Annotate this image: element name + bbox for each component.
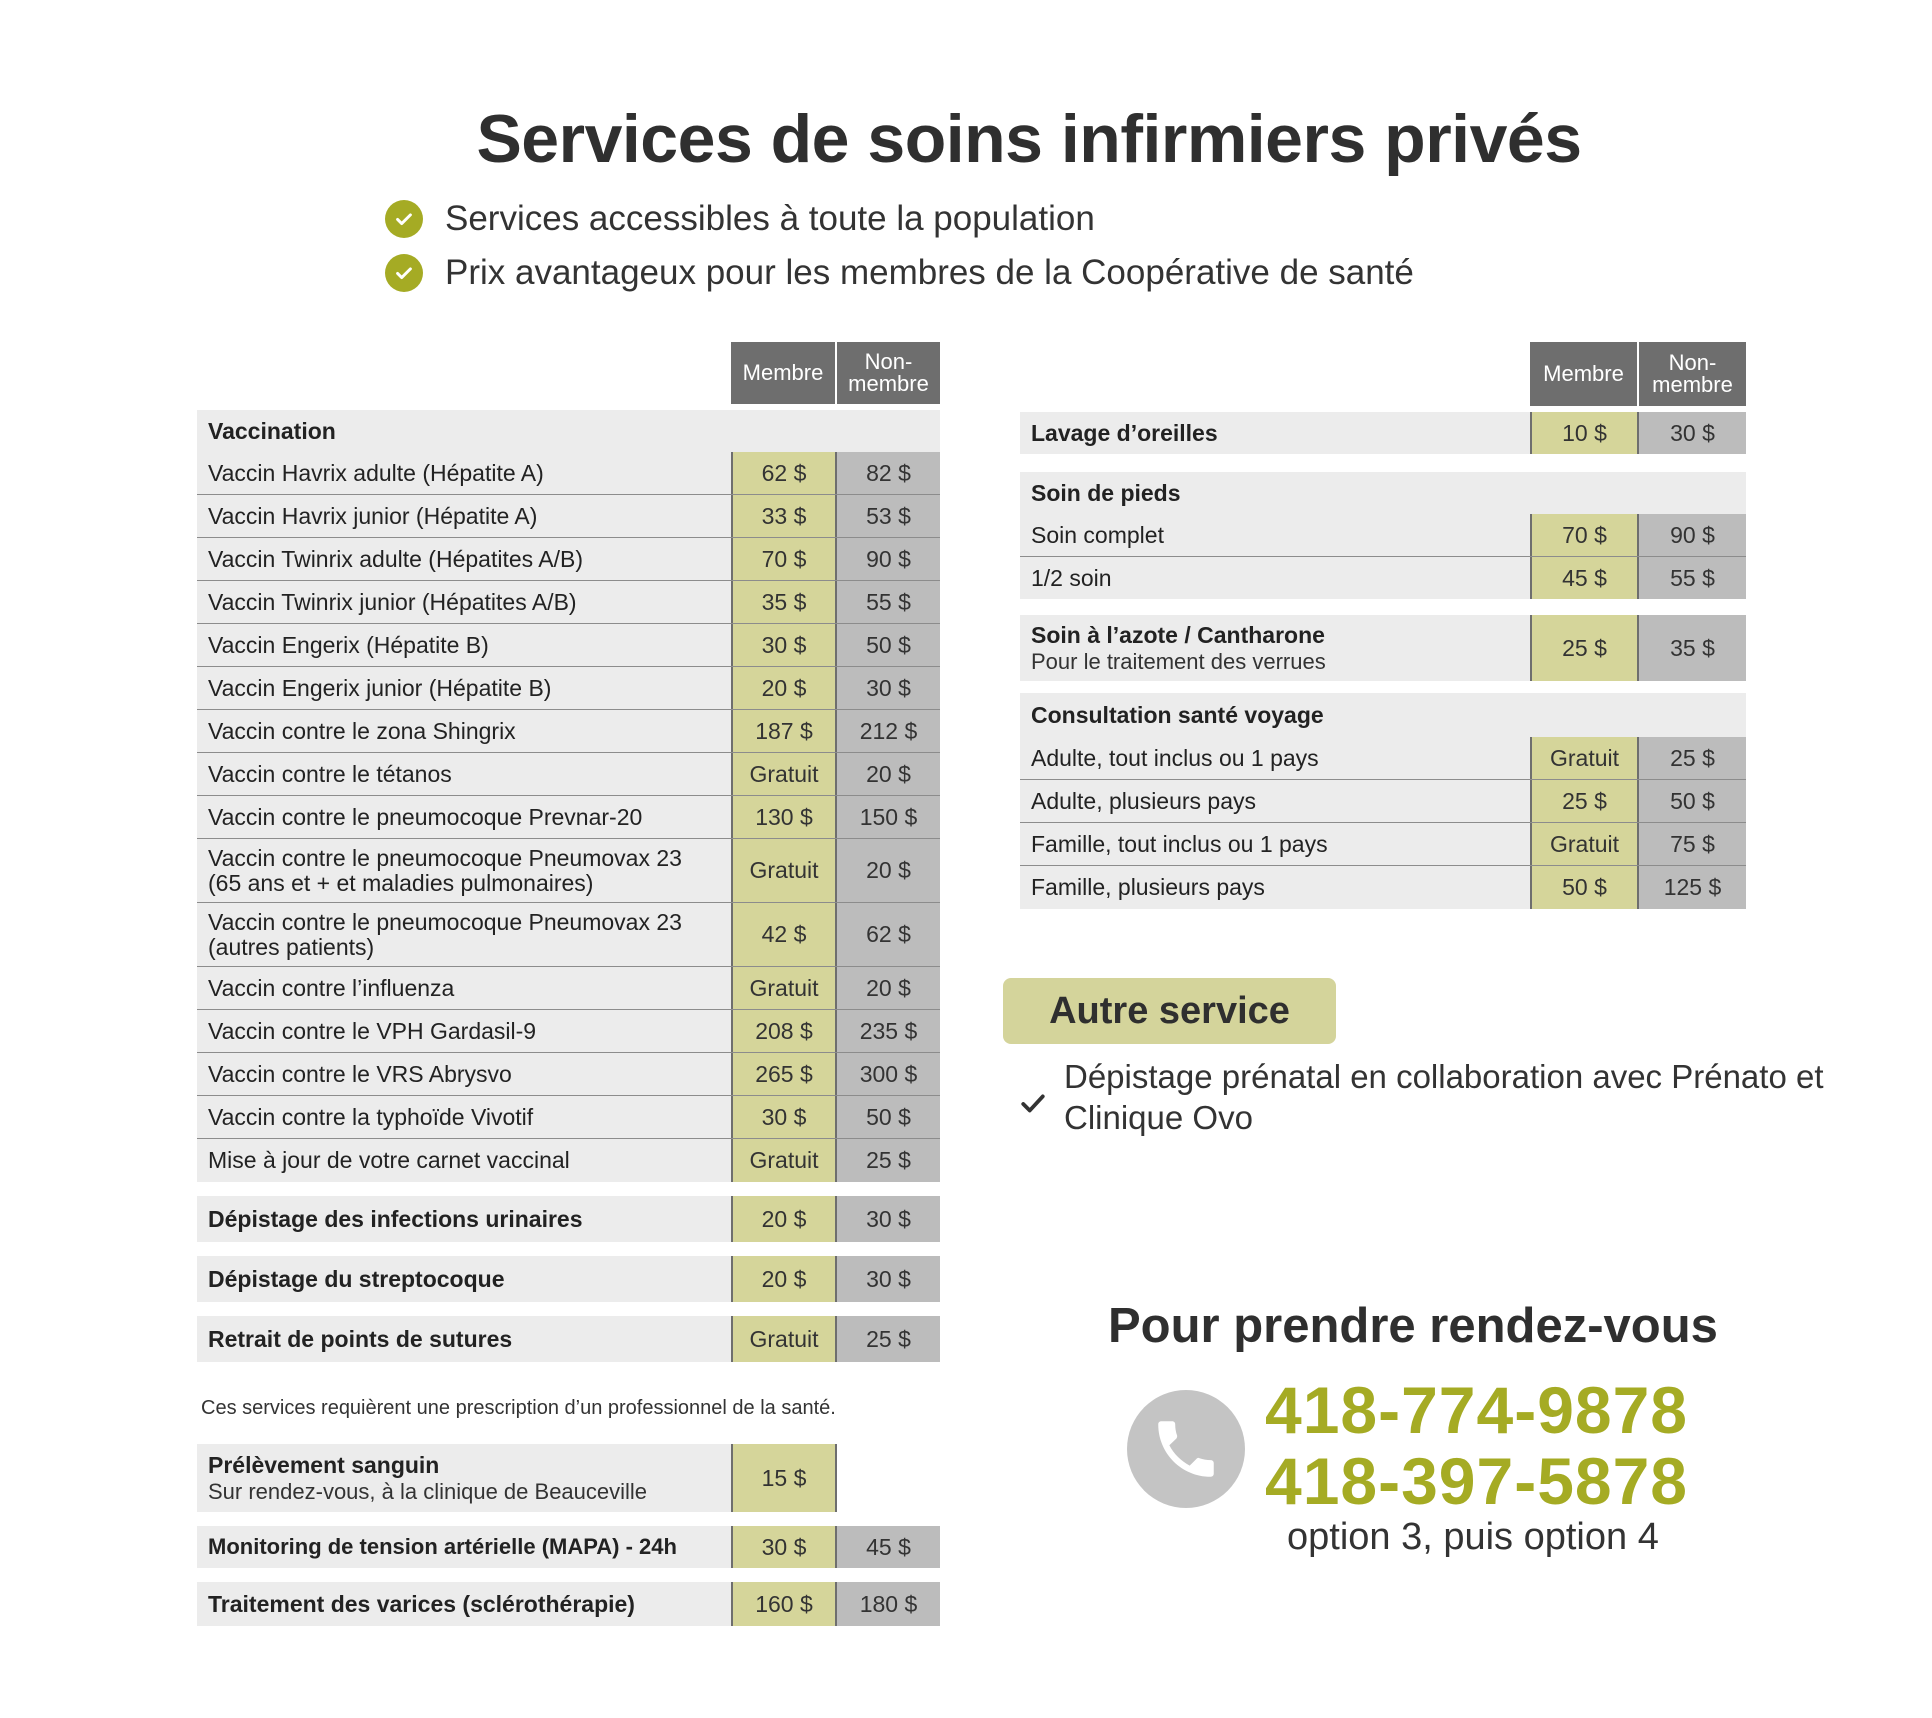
service-label: Vaccin Twinrix adulte (Hépatites A/B): [197, 538, 731, 580]
member-price: 42 $: [731, 903, 835, 966]
nonmember-price: 300 $: [835, 1053, 940, 1095]
table-row: [197, 1316, 940, 1362]
service-label: Adulte, plusieurs pays: [1020, 780, 1530, 822]
appointment-title: Pour prendre rendez-vous: [1108, 1299, 1718, 1353]
vaccine-rows: [197, 452, 940, 1182]
nonmember-price: 90 $: [1637, 514, 1746, 556]
table-row: [197, 796, 940, 839]
table-row: [197, 1526, 940, 1568]
other-service-text: Dépistage prénatal en collaboration avec Prénato et Clinique Ovo: [1064, 1058, 1824, 1136]
nonmember-price: 50 $: [835, 624, 940, 666]
member-price: 30 $: [731, 1096, 835, 1138]
member-price: Gratuit: [1530, 737, 1637, 779]
table-row: [197, 1010, 940, 1053]
service-label: Vaccin contre le tétanos: [197, 753, 731, 795]
table-row: [197, 1196, 940, 1242]
service-label: Dépistage du streptocoque: [197, 1256, 731, 1302]
table-row: [197, 903, 940, 967]
service-label: Vaccin contre la typhoïde Vivotif: [197, 1096, 731, 1138]
table-row: [197, 1096, 940, 1139]
nonmember-price: 125 $: [1637, 866, 1746, 909]
table-row: [197, 667, 940, 710]
member-price: 187 $: [731, 710, 835, 752]
service-label: Vaccin contre le pneumocoque Pneumovax 23 (autres patients): [197, 903, 731, 966]
table-row: [197, 839, 940, 903]
prescription-note: Ces services requièrent une prescription d’un professionnel de la santé.: [201, 1397, 836, 1419]
table-row: [197, 710, 940, 753]
table-row: [1020, 866, 1746, 909]
member-price: 15 $: [731, 1444, 835, 1512]
member-price: 35 $: [731, 581, 835, 623]
service-label: Prélèvement sanguin Sur rendez-vous, à la clinique de Beauceville: [197, 1444, 731, 1512]
member-price: 62 $: [731, 452, 835, 494]
nonmember-price: 53 $: [835, 495, 940, 537]
service-label: Mise à jour de votre carnet vaccinal: [197, 1139, 731, 1182]
table-row: [1020, 557, 1746, 599]
member-price: 20 $: [731, 667, 835, 709]
table-row: [197, 1256, 940, 1302]
table-row: [197, 581, 940, 624]
section-heading-row: [1020, 472, 1746, 514]
table-row: [1020, 615, 1746, 681]
member-price: Gratuit: [731, 839, 835, 902]
benefit-text: Prix avantageux pour les membres de la Coopérative de santé: [445, 253, 1414, 292]
member-price: 25 $: [1530, 780, 1637, 822]
service-label: Retrait de points de sutures: [197, 1316, 731, 1362]
member-price: Gratuit: [731, 1316, 835, 1362]
right-price-table: [1020, 342, 1746, 909]
nonmember-price: 75 $: [1637, 823, 1746, 865]
phone-options: option 3, puis option 4: [1287, 1516, 1659, 1558]
nonmember-price: 90 $: [835, 538, 940, 580]
service-label: Famille, plusieurs pays: [1020, 866, 1530, 909]
member-price: 20 $: [731, 1256, 835, 1302]
service-label: Vaccin Havrix junior (Hépatite A): [197, 495, 731, 537]
member-price: Gratuit: [731, 967, 835, 1009]
member-price: Gratuit: [731, 753, 835, 795]
member-price: Gratuit: [1530, 823, 1637, 865]
benefits-list: [385, 192, 1414, 300]
benefit-text: Services accessibles à toute la population: [445, 199, 1095, 238]
member-price: 45 $: [1530, 557, 1637, 599]
single-service-rows: [197, 1196, 940, 1362]
nonmember-price: 50 $: [1637, 780, 1746, 822]
table-row: [197, 1053, 940, 1096]
phone-icon: [1127, 1390, 1245, 1508]
member-price: 30 $: [731, 624, 835, 666]
section-heading-row: [197, 410, 940, 452]
nonmember-price: 30 $: [835, 667, 940, 709]
section-heading: Consultation santé voyage: [1020, 693, 1746, 737]
service-label: Vaccin contre l’influenza: [197, 967, 731, 1009]
service-label: Soin à l’azote / Cantharone Pour le traitement des verrues: [1020, 615, 1530, 681]
nonmember-price: 30 $: [835, 1196, 940, 1242]
page-title: Services de soins infirmiers privés: [476, 101, 1582, 177]
nonmember-price: 55 $: [1637, 557, 1746, 599]
nonmember-price: 25 $: [835, 1139, 940, 1182]
nonmember-price: 55 $: [835, 581, 940, 623]
table-row: [197, 1139, 940, 1182]
member-price: 208 $: [731, 1010, 835, 1052]
nonmember-price: 150 $: [835, 796, 940, 838]
member-price: 20 $: [731, 1196, 835, 1242]
nonmember-price: 50 $: [835, 1096, 940, 1138]
service-label: Vaccin contre le VRS Abrysvo: [197, 1053, 731, 1095]
column-header-nonmember: Non- membre: [835, 342, 940, 404]
column-header-member: Membre: [1530, 342, 1637, 406]
service-label: Famille, tout inclus ou 1 pays: [1020, 823, 1530, 865]
nonmember-price: 82 $: [835, 452, 940, 494]
nonmember-price: 30 $: [835, 1256, 940, 1302]
member-price: 70 $: [731, 538, 835, 580]
nonmember-price: 62 $: [835, 903, 940, 966]
table-row: [197, 538, 940, 581]
section-heading: Vaccination: [197, 410, 940, 452]
nonmember-price: [835, 1444, 940, 1512]
benefit-item: [385, 192, 1414, 246]
nonmember-price: 212 $: [835, 710, 940, 752]
service-label: Vaccin contre le pneumocoque Pneumovax 23 (65 ans et + et maladies pulmonaires): [197, 839, 731, 902]
nonmember-price: 25 $: [835, 1316, 940, 1362]
travel-rows: [1020, 737, 1746, 909]
service-label: Traitement des varices (sclérothérapie): [197, 1582, 731, 1626]
table-row: [197, 452, 940, 495]
member-price: 50 $: [1530, 866, 1637, 909]
table-row: [1020, 780, 1746, 823]
nonmember-price: 35 $: [1637, 615, 1746, 681]
table-row: [197, 495, 940, 538]
service-label: Soin complet: [1020, 514, 1530, 556]
table-row: [197, 1582, 940, 1626]
column-header-nonmember: Non- membre: [1637, 342, 1746, 406]
service-label: Vaccin Twinrix junior (Hépatites A/B): [197, 581, 731, 623]
nonmember-price: 20 $: [835, 967, 940, 1009]
service-label: Vaccin contre le zona Shingrix: [197, 710, 731, 752]
phone-number[interactable]: 418-774-9878: [1265, 1373, 1689, 1447]
member-price: 70 $: [1530, 514, 1637, 556]
member-price: 160 $: [731, 1582, 835, 1626]
service-label: Vaccin contre le pneumocoque Prevnar-20: [197, 796, 731, 838]
table-row: [1020, 514, 1746, 557]
service-label: Lavage d’oreilles: [1020, 412, 1530, 454]
table-row: [197, 967, 940, 1010]
service-label: Vaccin contre le VPH Gardasil-9: [197, 1010, 731, 1052]
table-row: [197, 1444, 940, 1512]
nonmember-price: 20 $: [835, 753, 940, 795]
table-row: [197, 753, 940, 796]
nonmember-price: 45 $: [835, 1526, 940, 1568]
member-price: 10 $: [1530, 412, 1637, 454]
nonmember-price: 30 $: [1637, 412, 1746, 454]
table-row: [1020, 737, 1746, 780]
other-service-item: [1020, 1057, 1864, 1139]
nonmember-price: 180 $: [835, 1582, 940, 1626]
service-label: Dépistage des infections urinaires: [197, 1196, 731, 1242]
other-service-badge: Autre service: [1003, 978, 1336, 1044]
section-heading-row: [1020, 693, 1746, 737]
service-label: Vaccin Havrix adulte (Hépatite A): [197, 452, 731, 494]
nonmember-price: 235 $: [835, 1010, 940, 1052]
check-circle-icon: [385, 254, 423, 292]
service-label: Monitoring de tension artérielle (MAPA) - 24h: [197, 1526, 731, 1568]
column-header-member: Membre: [731, 342, 835, 404]
section-heading: Soin de pieds: [1020, 472, 1746, 514]
checkmark-icon: [1020, 1067, 1046, 1139]
member-price: 30 $: [731, 1526, 835, 1568]
nonmember-price: 20 $: [835, 839, 940, 902]
table-row: [1020, 412, 1746, 454]
prescription-table: [197, 1444, 940, 1626]
check-circle-icon: [385, 200, 423, 238]
service-label: Adulte, tout inclus ou 1 pays: [1020, 737, 1530, 779]
phone-number[interactable]: 418-397-5878: [1265, 1444, 1689, 1518]
service-label: 1/2 soin: [1020, 557, 1530, 599]
benefit-item: [385, 246, 1414, 300]
member-price: 33 $: [731, 495, 835, 537]
member-price: Gratuit: [731, 1139, 835, 1182]
member-price: 265 $: [731, 1053, 835, 1095]
left-price-table: [197, 342, 940, 1362]
member-price: 25 $: [1530, 615, 1637, 681]
table-row: [1020, 823, 1746, 866]
nonmember-price: 25 $: [1637, 737, 1746, 779]
service-label: Vaccin Engerix (Hépatite B): [197, 624, 731, 666]
table-row: [197, 624, 940, 667]
service-label: Vaccin Engerix junior (Hépatite B): [197, 667, 731, 709]
member-price: 130 $: [731, 796, 835, 838]
